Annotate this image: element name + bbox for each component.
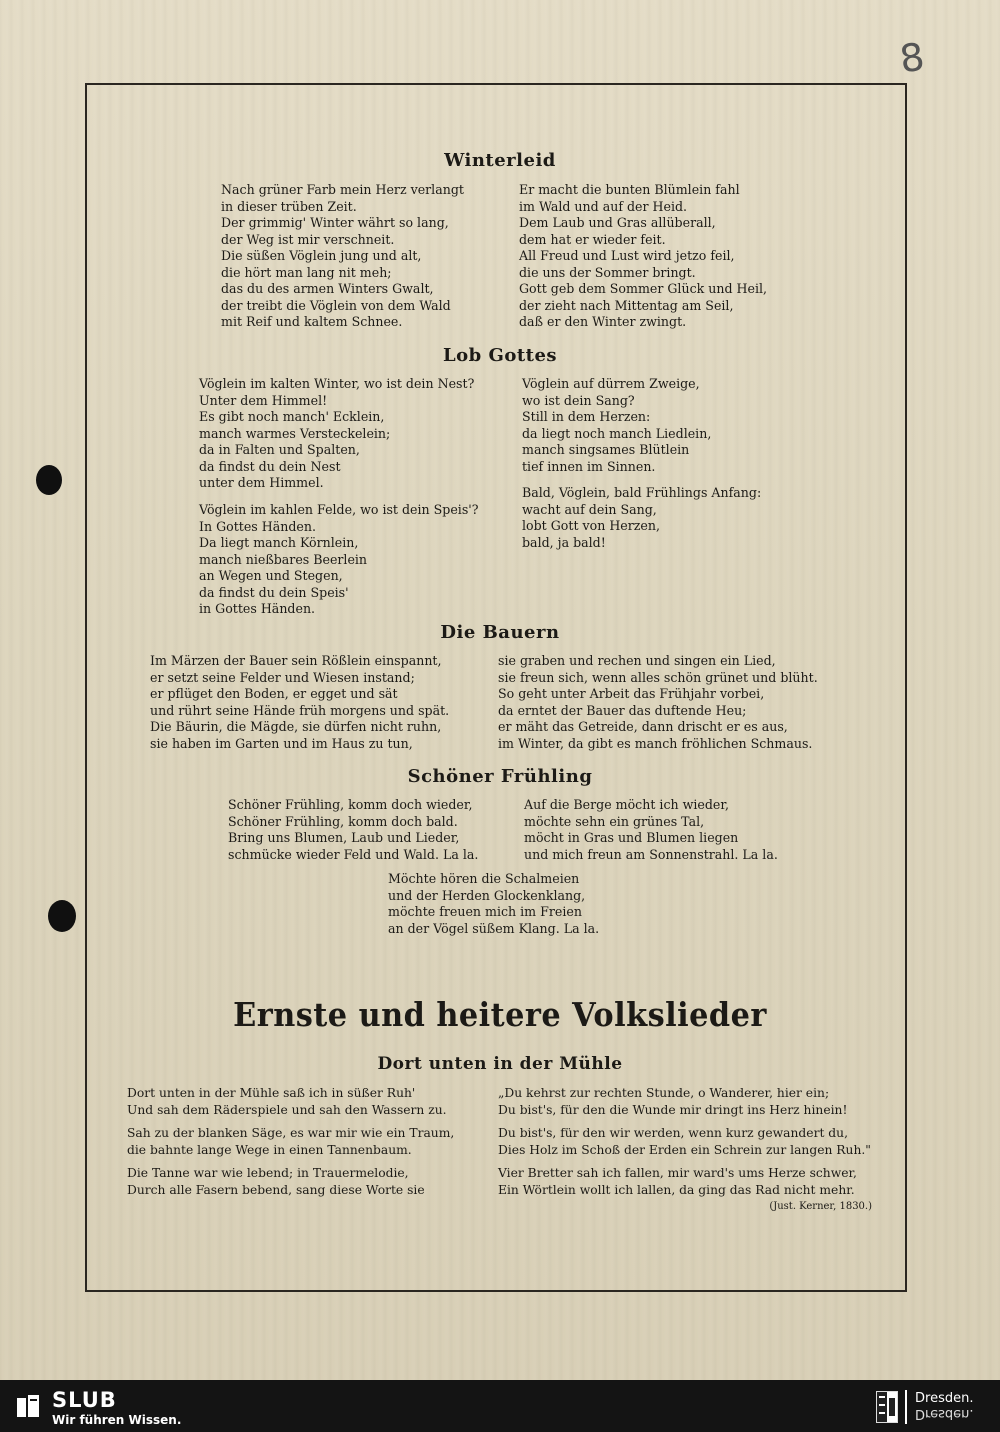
verse-line: Schöner Frühling, komm doch bald. — [228, 813, 458, 829]
stanza-gap — [127, 1118, 454, 1125]
schoener-fruehling-left-verse — [228, 797, 478, 863]
verse-line: Es gibt noch manch' Ecklein, — [199, 409, 385, 424]
verse-line: sie freun sich, wenn alles schön grünet und blüht. — [498, 669, 818, 685]
verse-line: Vöglein im kahlen Felde, wo ist dein Speis'? — [199, 502, 479, 517]
verse-line: Auf die Berge möcht ich wieder, — [524, 797, 730, 812]
verse-line: wacht auf dein Sang, — [522, 501, 657, 517]
verse-line: All Freud und Lust wird jetzo feil, — [519, 248, 735, 263]
verse-line: Vier Bretter sah ich fallen, mir ward's ums Herze schwer, — [498, 1166, 857, 1180]
verse-line: die uns der Sommer bringt. — [519, 264, 696, 280]
verse-line: und der Herden Glockenklang, — [388, 887, 586, 903]
muehle-right-verses — [498, 1085, 871, 1198]
verse-line: Schöner Frühling, komm doch wieder, — [228, 797, 473, 812]
lob-gottes-right-verse-2 — [522, 485, 761, 551]
song-title-die-bauern: Die Bauern — [440, 622, 560, 643]
verse-line: die hört man lang nit meh; — [221, 264, 392, 280]
verse-line: Du bist's, für den wir werden, wenn kurz gewandert du, — [498, 1126, 848, 1140]
verse-line: Gott geb dem Sommer Glück und Heil, — [519, 281, 768, 296]
verse-line: möchte sehn ein grünes Tal, — [524, 813, 705, 829]
verse-line: Du bist's, für den die Wunde mir dringt ins Herz hinein! — [498, 1102, 848, 1117]
muehle-left-verses — [127, 1085, 454, 1198]
verse-line: Ein Wörtlein wollt ich lallen, da ging das Rad nicht mehr. — [498, 1182, 855, 1197]
verse-line: Still in dem Herzen: — [522, 409, 651, 424]
punch-hole-top — [36, 465, 62, 495]
verse-line: sie haben im Garten und im Haus zu tun, — [150, 735, 413, 751]
verse-line: im Wald und auf der Heid. — [519, 198, 688, 214]
verse-line: Der grimmig' Winter währt so lang, — [221, 215, 449, 230]
song-title-lob-gottes: Lob Gottes — [442, 345, 558, 366]
schoener-fruehling-right-verse — [524, 797, 778, 863]
verse-line: Vöglein im kalten Winter, wo ist dein Nest? — [199, 376, 475, 391]
verse-line: Dies Holz im Schoß der Erden ein Schrein zur langen Ruh." — [498, 1142, 871, 1157]
handwritten-page-number: 8 — [897, 34, 928, 82]
footer-divider — [905, 1390, 907, 1424]
verse-line: daß er den Winter zwingt. — [519, 314, 687, 329]
verse-line: sie graben und rechen und singen ein Lied, — [498, 653, 776, 668]
verse-line: möcht in Gras und Blumen liegen — [524, 830, 739, 845]
die-bauern-right-verse — [498, 653, 818, 752]
schoener-fruehling-center-verse — [388, 871, 599, 937]
dresden-label[interactable]: Dresden. Dresden. — [915, 1391, 974, 1421]
winterleid-left-verse — [221, 182, 464, 331]
die-bauern-left-verse — [150, 653, 449, 752]
verse-line: Dort unten in der Mühle saß ich in süßer Ruh' — [127, 1086, 416, 1100]
author-credit: (Just. Kerner, 1830.) — [769, 1201, 872, 1212]
verse-line: So geht unter Arbeit das Frühjahr vorbei, — [498, 686, 765, 701]
verse-line: wo ist dein Sang? — [522, 392, 635, 408]
verse-line: da findst du dein Speis' — [199, 584, 349, 600]
verse-line: Unter dem Himmel! — [199, 392, 328, 408]
verse-line: unter dem Himmel. — [199, 475, 324, 490]
verse-line: und rührt seine Hände früh morgens und spät. — [150, 702, 450, 718]
verse-line: im Winter, da gibt es manch fröhlichen Schmaus. — [498, 735, 813, 751]
lob-gottes-left-verse-2 — [199, 502, 479, 618]
verse-line: Bald, Vöglein, bald Frühlings Anfang: — [522, 485, 762, 500]
verse-line: bald, ja bald! — [522, 534, 606, 550]
verse-line: die bahnte lange Wege in einen Tannenbaum. — [127, 1142, 412, 1157]
verse-line: Vöglein auf dürrem Zweige, — [522, 376, 700, 391]
verse-line: er setzt seine Felder und Wiesen instand; — [150, 669, 415, 685]
verse-line: Bring uns Blumen, Laub und Lieder, — [228, 830, 460, 845]
verse-line: Sah zu der blanken Säge, es war mir wie ein Traum, — [127, 1126, 455, 1140]
slub-logo-icon — [14, 1392, 42, 1420]
verse-line: an Wegen und Stegen, — [199, 568, 343, 583]
verse-line: der treibt die Vöglein von dem Wald — [221, 297, 451, 313]
verse-line: der zieht nach Mittentag am Seil, — [519, 297, 734, 313]
stanza-gap — [127, 1158, 454, 1165]
verse-line: Und sah dem Räderspiele und sah den Wassern zu. — [127, 1102, 447, 1117]
verse-line: da findst du dein Nest — [199, 458, 341, 474]
verse-line: manch nießbares Beerlein — [199, 551, 368, 567]
stanza-gap — [498, 1118, 871, 1125]
verse-line: da erntet der Bauer das duftende Heu; — [498, 702, 747, 718]
verse-line: er mäht das Getreide, dann drischt er es aus, — [498, 719, 788, 734]
verse-line: dem hat er wieder feit. — [519, 231, 666, 247]
verse-line: das du des armen Winters Gwalt, — [221, 281, 434, 296]
verse-line: Die Tanne war wie lebend; in Trauermelodie, — [127, 1166, 409, 1180]
section-heading-volkslieder: Ernste und heitere Volkslieder — [233, 995, 767, 1034]
slub-logo-text[interactable]: SLUB — [52, 1388, 117, 1412]
verse-line: der Weg ist mir verschneit. — [221, 231, 395, 247]
song-title-muehle: Dort unten in der Mühle — [377, 1054, 623, 1074]
punch-hole-bottom — [48, 900, 76, 932]
verse-line: Im Märzen der Bauer sein Rößlein einspannt, — [150, 653, 442, 668]
verse-line: mit Reif und kaltem Schnee. — [221, 314, 403, 329]
verse-line: Dem Laub und Gras allüberall, — [519, 215, 716, 230]
verse-line: Er macht die bunten Blümlein fahl — [519, 182, 740, 197]
verse-line: lobt Gott von Herzen, — [522, 518, 660, 533]
verse-line: da in Falten und Spalten, — [199, 442, 360, 457]
verse-line: Möchte hören die Schalmeien — [388, 871, 580, 886]
verse-line: da liegt noch manch Liedlein, — [522, 425, 712, 441]
verse-line: und mich freun am Sonnenstrahl. La la. — [524, 846, 778, 862]
viewer-footer-bar — [0, 1380, 1000, 1432]
verse-line: er pflüget den Boden, er egget und sät — [150, 686, 398, 701]
verse-line: in dieser trüben Zeit. — [221, 198, 357, 214]
dresden-crest-icon — [876, 1391, 898, 1423]
verse-line: Die süßen Vöglein jung und alt, — [221, 248, 422, 263]
verse-line: Da liegt manch Körnlein, — [199, 535, 359, 550]
lob-gottes-right-verse-1 — [522, 376, 711, 475]
lob-gottes-left-verse-1 — [199, 376, 474, 492]
song-title-schoener-fruehling: Schöner Frühling — [407, 766, 593, 787]
winterleid-right-verse — [519, 182, 767, 331]
verse-line: manch singsames Blütlein — [522, 442, 690, 457]
verse-line: tief innen im Sinnen. — [522, 458, 656, 474]
verse-line: manch warmes Versteckelein; — [199, 425, 391, 441]
verse-line: in Gottes Händen. — [199, 601, 316, 616]
verse-line: Durch alle Fasern bebend, sang diese Worte sie — [127, 1182, 425, 1197]
verse-line: Die Bäurin, die Mägde, sie dürfen nicht ruhn, — [150, 719, 442, 734]
verse-line: möchte freuen mich im Freien — [388, 904, 582, 919]
verse-line: an der Vögel süßem Klang. La la. — [388, 920, 600, 936]
verse-line: Nach grüner Farb mein Herz verlangt — [221, 182, 464, 197]
verse-line: In Gottes Händen. — [199, 518, 317, 534]
slub-tagline: Wir führen Wissen. — [52, 1413, 182, 1427]
verse-line: schmücke wieder Feld und Wald. La la. — [228, 846, 479, 862]
verse-line: „Du kehrst zur rechten Stunde, o Wanderer, hier ein; — [498, 1086, 830, 1100]
song-title-winterleid: Winterleid — [444, 150, 556, 171]
stanza-gap — [498, 1158, 871, 1165]
